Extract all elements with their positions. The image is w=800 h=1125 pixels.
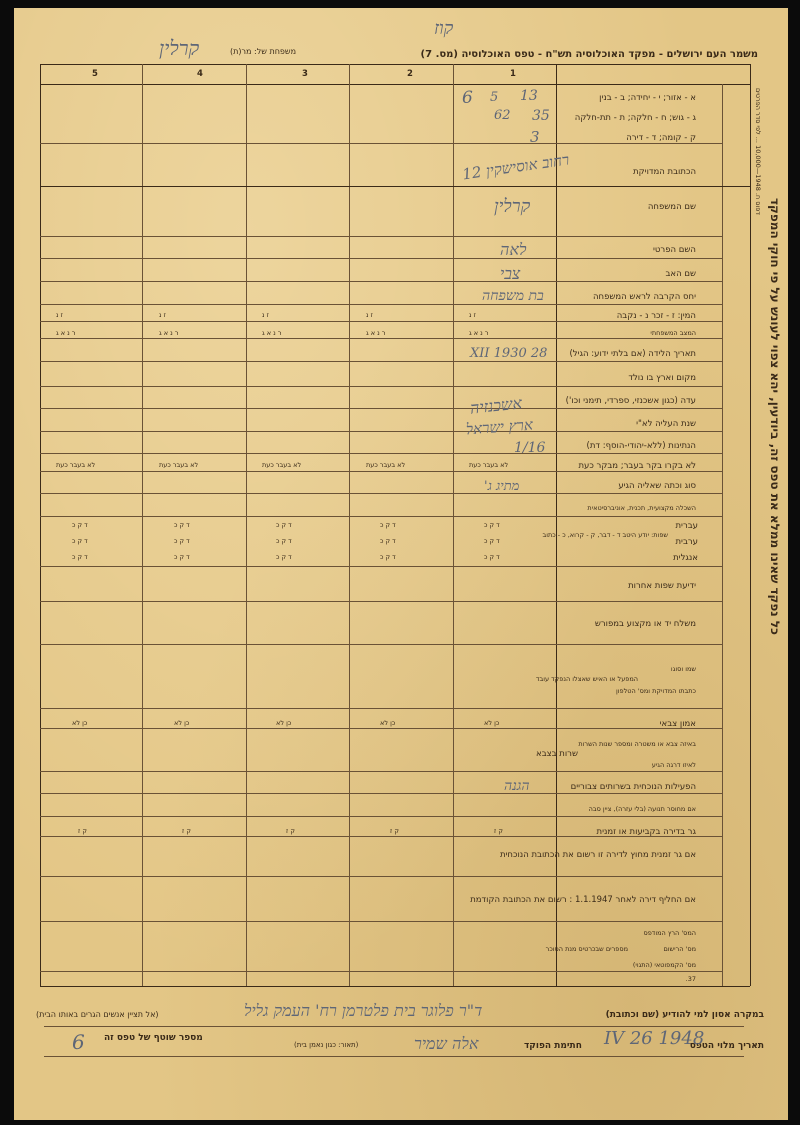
row-33-label: אם החליף דירה לאחר 1.1.1947 : רשום את הכתובת הקודמת — [470, 895, 696, 905]
row-13-label: עדה (כגון אשכנזי, ספרדי, תימני וכו') — [565, 396, 696, 406]
army-options-col1: כן לא — [484, 719, 500, 727]
lang-options-col5-r20: ד ק כ — [72, 537, 88, 545]
hw-first-name: לאה — [500, 240, 527, 259]
row-18-label: השכלה מקצועית, תכנית, אוניברסיטאית — [587, 504, 696, 512]
hw-unit: 5 — [490, 90, 499, 105]
column-number-3: 3 — [302, 69, 308, 79]
marital-options-col4: ר נ א ג — [159, 329, 179, 337]
lang-options-col2-r21: ד ק כ — [380, 553, 396, 561]
top-handwritten: קוז — [434, 18, 454, 39]
row-9-label: המין: ז - זכר נ - נקבה — [616, 311, 696, 321]
school-options-col3: לא בעבר כעת — [262, 461, 302, 469]
row-1-label: א - אזור; י - יחידה; ב - בנין — [599, 93, 696, 103]
family-label: משפחת של: מר(ת) — [230, 47, 297, 56]
hw-building: 6 — [462, 88, 473, 108]
row-11-label: תאריך הלידה (אם בלתי ידוע: הגיל) — [569, 349, 696, 359]
marital-options-col5: ר נ א ג — [56, 329, 76, 337]
row-34-36-group: מספרים שבכרטיס מנת הסוכר — [545, 945, 628, 953]
lang-options-col1-r19: ד ק כ — [484, 521, 500, 529]
footer-count-note: (תאור: כגון נאמן בית) — [294, 1041, 359, 1049]
row-27-28-group: שרות בצבא — [536, 749, 578, 759]
lang-3-label: אנגלית — [673, 553, 698, 563]
row-19-21-label: שפות: יודע היטב ד - דבר, ק - קרוא, כ - כתוב — [542, 531, 668, 539]
lang-options-col1-r20: ד ק כ — [484, 537, 500, 545]
row-6-label: השם הפרטי — [653, 245, 696, 255]
row-10-label: המצב המשפחתי — [650, 329, 696, 337]
sex-options-col5: ז נ — [56, 311, 63, 319]
hw-count: 6 — [72, 1030, 85, 1054]
lang-options-col4-r20: ד ק כ — [174, 537, 190, 545]
lang-options-col1-r21: ד ק כ — [484, 553, 500, 561]
marital-options-col2: ר נ א ג — [366, 329, 386, 337]
lang-2-label: ערבית — [675, 537, 698, 547]
school-options-col2: לא בעבר כעת — [366, 461, 406, 469]
school-options-col5: לא בעבר כעת — [56, 461, 96, 469]
lang-options-col5-r19: ד ק כ — [72, 521, 88, 529]
row-24-25-group: המפעל או האיש שאצלו הנפקד עובד — [535, 675, 638, 683]
row-7-label: שם האב — [665, 269, 696, 279]
lang-options-col5-r21: ד ק כ — [72, 553, 88, 561]
row-34-label: המס' הרץ המודפס — [643, 929, 696, 937]
temp-options-col4: ק ז — [182, 827, 191, 835]
column-number-5: 5 — [92, 69, 98, 79]
lang-options-col4-r21: ד ק כ — [174, 553, 190, 561]
row-16-label: לא בקרו בקר בעבר; מבקר כעת — [578, 461, 696, 471]
footer-count-label: מספר שוטף של טפס זה — [104, 1033, 203, 1043]
hw-block: 35 — [532, 108, 550, 124]
row-24-label: שמו וסוגו — [670, 665, 696, 673]
hw-aliya: 1/16 — [514, 440, 546, 456]
army-options-col3: כן לא — [276, 719, 292, 727]
row-35-label: מס' הרישום — [663, 945, 696, 953]
row-31-label: גר בדירה בקביעות או זמנית — [596, 827, 696, 837]
army-options-col5: כן לא — [72, 719, 88, 727]
row-30-label: אם מחוסר תנועה (בלי עזרה), ציין סבה — [588, 805, 696, 813]
lang-options-col2-r20: ד ק כ — [380, 537, 396, 545]
row-26-label: אמון צבאי — [659, 719, 696, 729]
temp-options-col5: ק ז — [78, 827, 87, 835]
row-8-label: יחס הקרבה לראש המשפחה — [592, 292, 696, 302]
sex-options-col4: ז נ — [159, 311, 166, 319]
school-options-col4: לא בעבר כעת — [159, 461, 199, 469]
temp-options-col2: ק ז — [390, 827, 399, 835]
row-32-label: אם גר זמנית מחוץ לדירה זו רשום את הכתובת הנוכחית — [499, 850, 696, 860]
hw-emergency-contact: ד"ר פלוגר בית פלטרמן רח' העמק גליל — [244, 1001, 483, 1020]
row-3-label: ק - קומה; ד - דירה — [626, 133, 696, 143]
hw-date: 1948 26 IV — [604, 1028, 705, 1049]
row-37-label: 37. — [685, 975, 696, 983]
hw-birth-date: 28 XII 1930 — [470, 346, 548, 361]
hw-last-name: קרלין — [494, 196, 531, 217]
row-28-label: לאיזו דרגה הגיע — [651, 761, 696, 769]
column-number-4: 4 — [197, 69, 203, 79]
hw-address: רחוב אוסישקין 12 — [461, 150, 571, 184]
marital-options-col3: ר נ א ג — [262, 329, 282, 337]
row-36-label: מס' הקמפוטאי (התגוי) — [632, 961, 696, 969]
row-2-label: ג - גוש; ח - חלקה; ת - תת-חלקה — [574, 113, 696, 123]
footer-inspector-label: חתימת הפוקד — [524, 1041, 582, 1051]
lang-options-col3-r21: ד ק כ — [276, 553, 292, 561]
column-number-1: 1 — [510, 69, 516, 79]
row-5-label: שם המשפחה — [647, 202, 696, 212]
hw-floor: 3 — [530, 128, 540, 146]
sex-options-col1: ז נ — [469, 311, 476, 319]
footer-emergency-label: במקרה אסון למי להודיע (שם וכתובת) — [605, 1010, 764, 1020]
row-27-label: באיזה צבא או משטרה ומספר שנות השרות — [578, 740, 696, 748]
hw-relation: בת משפחה — [482, 288, 544, 304]
army-options-col2: כן לא — [380, 719, 396, 727]
school-options-col1: לא בעבר כעת — [469, 461, 509, 469]
row-4-label: הכתובת המדויקת — [633, 167, 696, 177]
temp-options-col1: ק ז — [494, 827, 503, 835]
sex-options-col2: ז נ — [366, 311, 373, 319]
hw-inspector-signature: אלה שמיר — [414, 1034, 479, 1053]
row-15-label: הנתינות (ללא-יהודי-הוסף: דת) — [586, 441, 696, 451]
footer-date-label: תאריך מלוי הטפס — [689, 1041, 764, 1051]
left-strip-note: דפוס ח. 1948—10,000 ... לפי סדר הפרטים — [754, 88, 762, 215]
lang-options-col3-r20: ד ק כ — [276, 537, 292, 545]
footer-emergency-note: (אל תציין אנשים הגרים באותו הבית) — [36, 1010, 159, 1019]
hw-activity: הגנה — [504, 778, 530, 794]
form-title: משמר העם ירושלים - מפקד האוכלוסיה תש"ח - טפס האוכלוסיה (מס. 7) — [420, 49, 758, 60]
family-handwritten: קרלין — [159, 36, 200, 60]
lang-options-col3-r19: ד ק כ — [276, 521, 292, 529]
lang-1-label: עברית — [675, 521, 698, 531]
hw-citizenship: ארץ ישראל — [465, 415, 534, 439]
right-vertical-notice: כל נפקד שאינו ממלא את טפס זה, ביודעין, יהא צפוי לעונש על פי חוקי המפקד — [768, 198, 782, 635]
hw-area: 13 — [520, 88, 538, 104]
row-29-label: הפעילות הנוכחית בשרותים צבוריים — [570, 782, 696, 792]
row-14-label: שנת העליה לא"י — [636, 419, 696, 429]
row-22-label: ידיעת שפות אחרות — [628, 581, 696, 591]
hw-parcel: 62 — [494, 108, 511, 123]
temp-options-col3: ק ז — [286, 827, 295, 835]
lang-options-col4-r19: ד ק כ — [174, 521, 190, 529]
row-17-label: סוג וכתה שאליה הגיע — [618, 481, 696, 491]
marital-options-col1: ר נ א ג — [469, 329, 489, 337]
army-options-col4: כן לא — [174, 719, 190, 727]
row-23-label: משלח יד או מקצוע במפורש — [594, 619, 696, 629]
row-25-label: כתבתו המדויקת ומס' הטלפון — [616, 687, 696, 695]
column-number-2: 2 — [407, 69, 413, 79]
hw-father-name: צבי — [500, 264, 521, 283]
row-12-label: מקום וארץ בו נולד — [628, 373, 696, 383]
census-form — [14, 8, 788, 1120]
hw-origin: אשכנזיה — [469, 393, 523, 418]
lang-options-col2-r19: ד ק כ — [380, 521, 396, 529]
hw-school-grade: מתיג ג' — [484, 479, 520, 494]
sex-options-col3: ז נ — [262, 311, 269, 319]
